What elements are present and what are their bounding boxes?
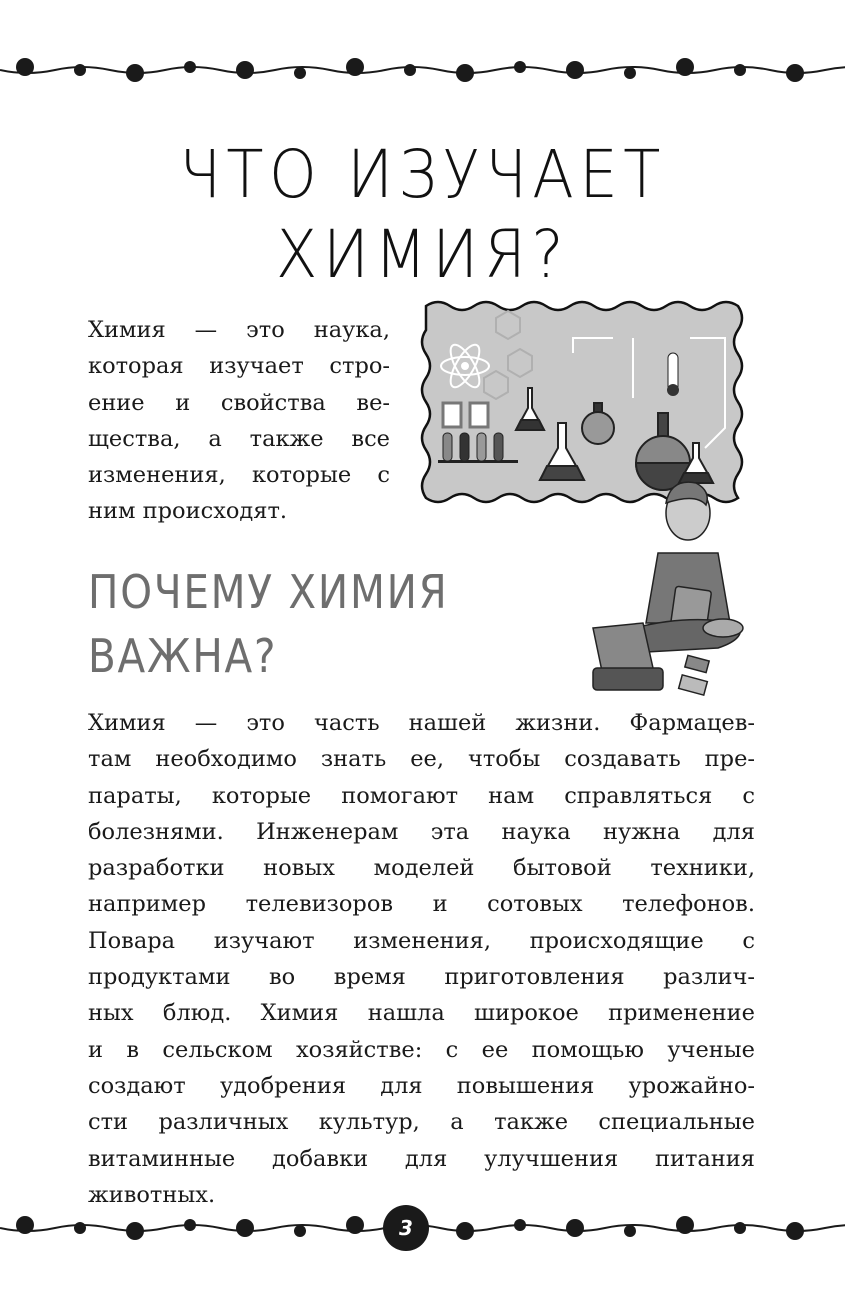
text-line: ним происходят. <box>88 498 288 525</box>
text-line: животных. <box>88 1181 216 1208</box>
decorative-dot <box>786 64 804 82</box>
section-heading-line-1: ПОЧЕМУ ХИМИЯ <box>88 565 449 619</box>
text-line: болезнями. Инженерам эта наука нужна для <box>88 818 755 845</box>
decorative-dot <box>346 1216 364 1234</box>
decorative-dot <box>514 61 526 73</box>
decorative-dot <box>624 1225 636 1237</box>
dotted-border-top <box>0 50 845 90</box>
decorative-dot <box>126 1222 144 1240</box>
student-with-laptop <box>593 482 743 695</box>
text-line: там необходимо знать ее, чтобы создавать пре- <box>88 746 755 773</box>
decorative-dot <box>456 1222 474 1240</box>
decorative-dot <box>236 1219 254 1237</box>
text-line: Химия — это наука, <box>88 317 390 343</box>
text-line: Химия — это часть нашей жизни. Фармацев- <box>88 710 755 736</box>
text-line: и в сельском хозяйстве: с ее помощью ученые <box>88 1036 755 1063</box>
decorative-dot <box>404 64 416 76</box>
text-line: щества, а также все <box>88 425 390 452</box>
decorative-dot <box>676 58 694 76</box>
text-line: изменения, которые с <box>88 462 390 489</box>
chemistry-lab-illustration <box>418 298 748 703</box>
text-line: ение и свойства ве- <box>88 389 390 416</box>
decorative-dot <box>184 1219 196 1231</box>
decorative-dot <box>566 1219 584 1237</box>
decorative-dot <box>676 1216 694 1234</box>
text-line: Повара изучают изменения, происходящие с <box>88 927 755 954</box>
decorative-dot <box>786 1222 804 1240</box>
text-line: продуктами во время приготовления различ- <box>88 964 755 991</box>
page-title-line-2: ХИМИЯ? <box>275 216 570 293</box>
text-line: витаминные добавки для улучшения питания <box>88 1145 755 1172</box>
decorative-dot <box>126 64 144 82</box>
decorative-dot <box>734 1222 746 1234</box>
intro-paragraph <box>88 312 390 530</box>
decorative-dot <box>566 61 584 79</box>
decorative-dot <box>16 1216 34 1234</box>
decorative-dot <box>236 61 254 79</box>
body-paragraph <box>88 705 755 1213</box>
text-line: которая изучает стро- <box>88 353 390 380</box>
decorative-dot <box>624 67 636 79</box>
decorative-dot <box>734 64 746 76</box>
decorative-dot <box>294 1225 306 1237</box>
text-line: разработки новых моделей бытовой техники, <box>88 855 755 882</box>
section-heading-line-2: ВАЖНА? <box>88 629 278 683</box>
page-number: 3 <box>383 1205 429 1251</box>
decorative-dot <box>294 67 306 79</box>
thermometer-icon <box>667 353 679 396</box>
decorative-dot <box>74 64 86 76</box>
text-line: параты, которые помогают нам справляться с <box>88 782 755 809</box>
decorative-dot <box>346 58 364 76</box>
text-line: ных блюд. Химия нашла широкое применение <box>88 1000 755 1027</box>
decorative-dot <box>456 64 474 82</box>
decorative-dot <box>74 1222 86 1234</box>
decorative-dot <box>16 58 34 76</box>
text-line: например телевизоров и сотовых телефонов. <box>88 891 755 918</box>
text-line: создают удобрения для повышения урожайно- <box>88 1072 755 1099</box>
decorative-dot <box>514 1219 526 1231</box>
decorative-dot <box>184 61 196 73</box>
page-title-line-1: ЧТО ИЗУЧАЕТ <box>179 136 666 213</box>
text-line: сти различных культур, а также специальные <box>88 1109 755 1136</box>
